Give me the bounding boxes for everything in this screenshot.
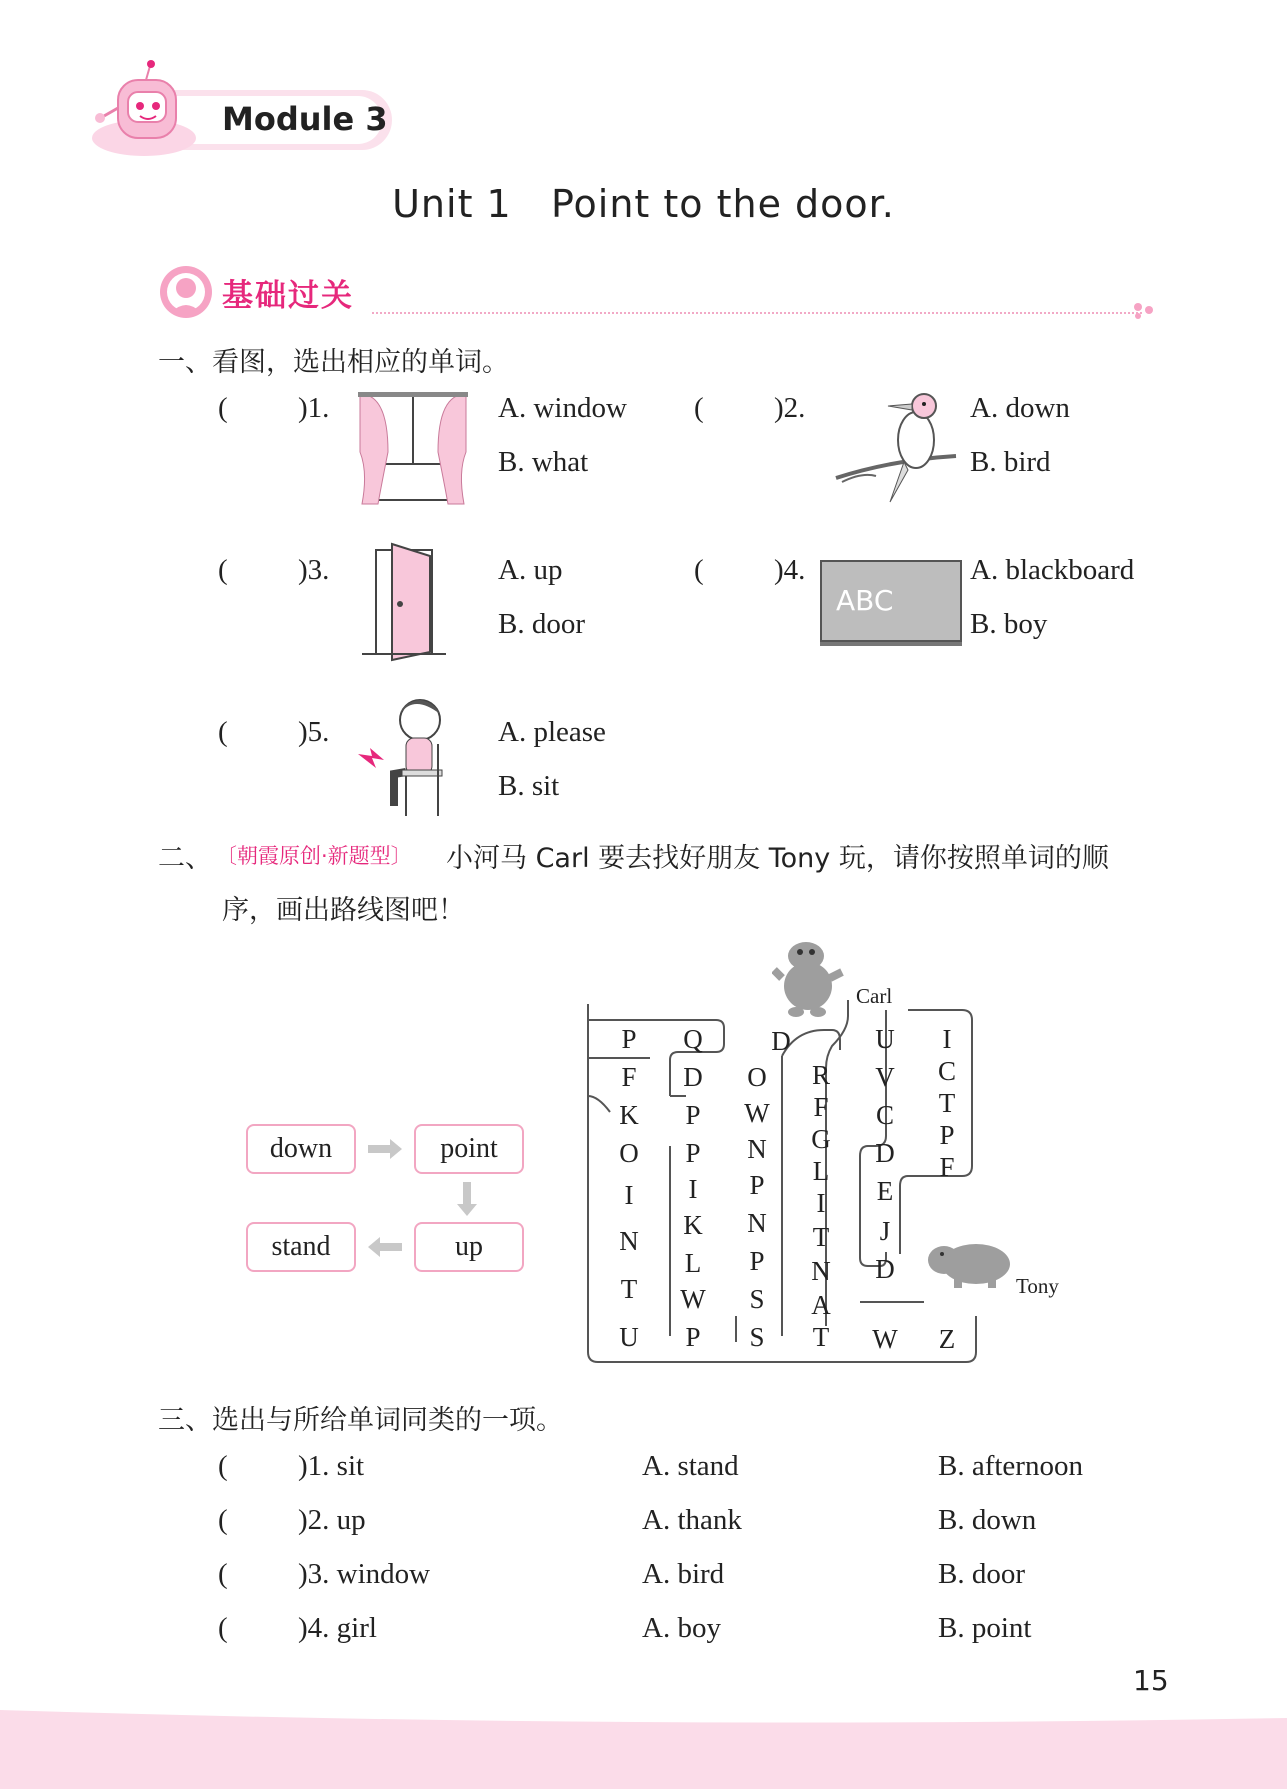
answer-blank-1[interactable]: ( [218,392,228,424]
maze-letter: L [684,1248,702,1278]
decorative-dots-icon [1133,300,1161,320]
item-number-2: )2. [774,392,806,424]
maze-letter: P [685,1322,701,1352]
word-box-point: point [414,1124,524,1174]
maze-letter: T [812,1322,830,1352]
window-picture [358,392,468,508]
maze-letter: P [621,1024,637,1054]
maze-letter: D [771,1026,791,1056]
maze-letter: S [749,1284,765,1314]
maze-letter: U [619,1322,639,1352]
maze-letter: Q [683,1024,703,1054]
maze-letter: L [812,1156,830,1186]
maze-letter: N [619,1226,639,1256]
maze-letter: W [744,1098,770,1128]
word-box-up: up [414,1222,524,1272]
maze-letter: P [939,1120,955,1150]
part3-q2-option-b[interactable]: B. down [938,1504,1037,1536]
part3-blank-4[interactable]: ( [218,1612,228,1644]
item3-option-a[interactable]: A. up [498,554,563,586]
maze-letter: K [619,1100,639,1130]
part3-q1-option-b[interactable]: B. afternoon [938,1450,1083,1482]
maze-letter: W [680,1284,706,1314]
maze-letter: P [685,1138,701,1168]
maze-letter: W [872,1324,898,1354]
part2-instruction-line1: 小河马 Carl 要去找好朋友 Tony 玩，请你按照单词的顺 [446,843,1109,874]
maze-letter: T [938,1088,956,1118]
maze-letter: I [688,1174,698,1204]
footer-band [0,1710,1287,1789]
part2-instruction-line2: 序，画出路线图吧！ [222,895,465,926]
sitting-boy-picture [354,694,454,818]
maze-letter: Z [938,1324,956,1354]
part2-prefix: 二、 [158,843,212,874]
arrow-right-icon [366,1138,404,1160]
maze-letter: G [811,1124,831,1154]
maze-letter: C [875,1100,894,1130]
unit-title: Unit 1 Point to the door. [392,182,895,226]
part3-q3-option-b[interactable]: B. door [938,1558,1025,1590]
maze-letter: N [747,1134,767,1164]
part3-question-2: )2. up [298,1504,366,1536]
maze-letter: J [879,1216,891,1246]
item5-option-b[interactable]: B. sit [498,770,560,802]
maze-letter: S [749,1322,765,1352]
item-number-5: )5. [298,716,330,748]
maze-letter: T [620,1274,638,1304]
section-badge-icon [158,264,214,320]
door-picture [362,542,446,662]
module-title: Module 3 [222,100,388,138]
maze-letter: I [816,1188,826,1218]
part3-question-1: )1. sit [298,1450,365,1482]
part2-tag: 〔朝霞原创·新题型〕 [216,844,412,868]
maze-letter: I [624,1180,634,1210]
maze-letter: T [812,1222,830,1252]
maze-letter: C [937,1056,956,1086]
item1-option-a[interactable]: A. window [498,392,627,424]
word-box-down: down [246,1124,356,1174]
maze-letter: N [747,1208,767,1238]
blackboard-text: ABC [836,584,894,617]
part3-question-4: )4. girl [298,1612,377,1644]
robot-mascot-icon [84,58,210,164]
maze-letter: P [749,1246,765,1276]
part3-blank-3[interactable]: ( [218,1558,228,1590]
item-number-4: )4. [774,554,806,586]
part3-q3-option-a[interactable]: A. bird [642,1558,725,1590]
carl-label: Carl [856,984,893,1008]
maze-letter: A [811,1290,831,1320]
maze-letter: P [749,1170,765,1200]
answer-blank-2[interactable]: ( [694,392,704,424]
part3-question-3: )3. window [298,1558,431,1590]
maze-letter: F [621,1062,637,1092]
carl-hippo-picture [772,938,846,1018]
maze-letter: E [876,1176,894,1206]
maze-letter: U [875,1024,895,1054]
part1-heading: 一、看图，选出相应的单词。 [158,347,509,378]
maze-letter: D [683,1062,703,1092]
word-box-stand: stand [246,1222,356,1272]
maze-letter: O [747,1062,767,1092]
arrow-down-icon [456,1180,478,1218]
part3-blank-2[interactable]: ( [218,1504,228,1536]
answer-blank-3[interactable]: ( [218,554,228,586]
section-title: 基础过关 [222,278,354,314]
maze-letter: I [942,1024,952,1054]
item2-option-b[interactable]: B. bird [970,446,1051,478]
maze-letter: N [811,1256,831,1286]
part3-heading: 三、选出与所给单词同类的一项。 [158,1405,563,1436]
item3-option-b[interactable]: B. door [498,608,585,640]
maze-letter: V [875,1062,895,1092]
part3-blank-1[interactable]: ( [218,1450,228,1482]
answer-blank-4[interactable]: ( [694,554,704,586]
arrow-left-icon [366,1236,404,1258]
maze-letter: R [811,1060,830,1090]
item4-option-b[interactable]: B. boy [970,608,1048,640]
page-number: 15 [1133,1664,1169,1697]
maze-letter: O [619,1138,639,1168]
part3-q4-option-b[interactable]: B. point [938,1612,1032,1644]
part3-q4-option-a[interactable]: A. boy [642,1612,721,1644]
item-number-1: )1. [298,392,330,424]
item2-option-a[interactable]: A. down [970,392,1070,424]
maze-letter: K [683,1210,703,1240]
tony-hippo-picture [926,1234,1014,1290]
maze-letter: F [813,1092,829,1122]
maze-letter: D [875,1254,895,1284]
section-divider [372,312,1142,314]
maze-letter: F [939,1152,955,1182]
bird-picture [832,390,960,510]
answer-blank-5[interactable]: ( [218,716,228,748]
item-number-3: )3. [298,554,330,586]
maze-letter: P [685,1100,701,1130]
tony-label: Tony [1016,1274,1059,1298]
item4-option-a[interactable]: A. blackboard [970,554,1135,586]
maze-letter: D [875,1138,895,1168]
item1-option-b[interactable]: B. what [498,446,589,478]
part3-q1-option-a[interactable]: A. stand [642,1450,739,1482]
item5-option-a[interactable]: A. please [498,716,606,748]
blackboard-picture [820,560,962,642]
part3-q2-option-a[interactable]: A. thank [642,1504,742,1536]
